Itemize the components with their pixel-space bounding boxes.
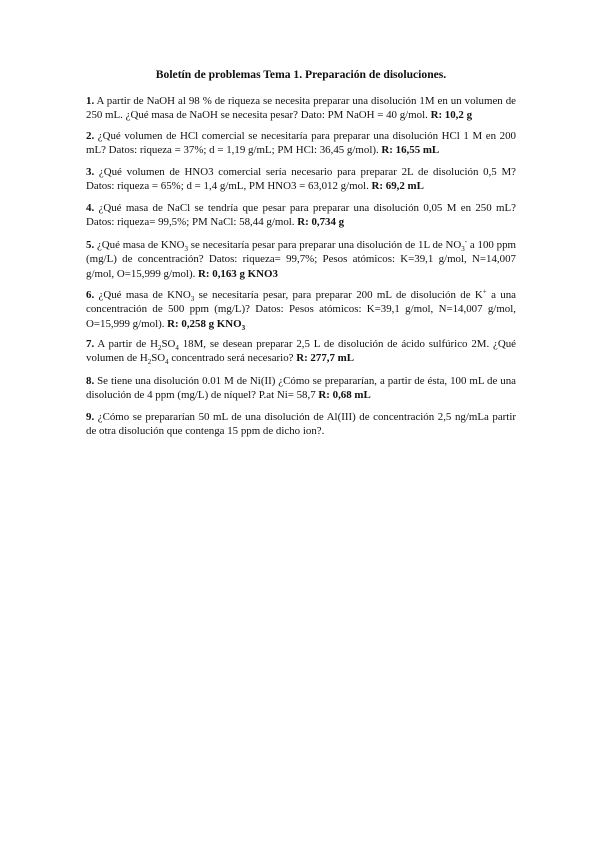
problem-number: 5. — [86, 239, 95, 251]
problem-text: ¿Qué masa de KNO — [94, 289, 191, 301]
problem-text: SO — [161, 338, 176, 350]
problem-text: Se tiene una disolución 0.01 M de Ni(II) ¿Cómo se prepararían, a partir de ésta, 100 mL de una disolución de 4 ppm (mg/L) de níquel? P.at Ni= 58,7 — [86, 375, 516, 402]
problem-6 — [86, 288, 516, 331]
problem-number: 4. — [86, 202, 95, 214]
subscript: 3 — [190, 295, 195, 304]
subscript: 3 — [184, 245, 189, 254]
problem-7 — [86, 337, 516, 366]
problem-text: ¿Qué masa de KNO — [94, 239, 185, 251]
problem-number: 7. — [86, 338, 95, 350]
problem-number: 2. — [86, 130, 95, 142]
problem-number: 3. — [86, 166, 95, 178]
problem-text: ¿Qué masa de NaCl se tendría que pesar para preparar una disolución 0,05 M en 250 mL? Datos: riqueza= 99,5%; PM NaCl: 58,44 g/mol. — [86, 202, 516, 229]
subscript: 3 — [461, 245, 465, 254]
problem-number: 1. — [86, 95, 95, 107]
superscript: + — [482, 287, 487, 296]
problem-text: SO — [151, 352, 166, 365]
problem-text: A partir de H — [94, 338, 158, 350]
problem-8 — [86, 374, 516, 403]
problem-answer: R: 10,2 g — [430, 109, 473, 122]
problem-answer: R: 16,55 mL — [381, 144, 440, 157]
subscript: 3 — [241, 323, 246, 332]
problem-text: ¿Cómo se prepararían 50 mL de una disolución de Al(III) de concentración 2,5 ng/mLa partir de otra disolución que contenga 15 ppm de dicho ion?. — [86, 411, 516, 438]
problem-text: concentrado será necesario? — [168, 352, 297, 365]
document-title: Boletín de problemas Tema 1. Preparación de disoluciones. — [155, 68, 447, 81]
problem-text: se necesitaría pesar para preparar una disolución de 1L de NO — [188, 239, 462, 251]
problem-number: 8. — [86, 375, 95, 387]
problem-answer: R: 69,2 mL — [371, 180, 424, 193]
problem-4 — [86, 201, 516, 230]
problem-text: a 100 ppm (mg/L) de concentración? Datos: riqueza= 99,7%; Pesos atómicos: K=39,1 g/mol, N=14,007 g/mol, O=15,999 g/mol). — [86, 239, 516, 280]
problem-answer-text: R: 0,258 g KNO — [167, 317, 242, 330]
problem-answer: R: 0,734 g — [297, 216, 345, 229]
subscript: 2 — [157, 344, 162, 353]
subscript: 4 — [165, 358, 169, 367]
problem-number: 6. — [86, 289, 95, 301]
problem-text: ¿Qué volumen de HCl comercial se necesitaría para preparar una disolución HCl 1 M en 200 mL? Datos: riqueza = 37%; d = 1,19 g/mL; PM HCl: 36,45 g/mol). — [86, 130, 516, 157]
problem-answer: R: 277,7 mL — [296, 352, 354, 365]
superscript: - — [464, 237, 468, 246]
problem-text: a una concentración de 500 ppm (mg/L)? Datos: Pesos atómicos: K=39,1 g/mol, N=14,007 g/mol, O=15,999 g/mol). — [86, 289, 516, 330]
subscript: 4 — [175, 344, 179, 353]
problem-answer: R: 0,163 g KNO3 — [198, 267, 278, 280]
problem-1 — [86, 94, 516, 123]
problem-text: 18M, se desean preparar 2,5 L de disolución de ácido sulfúrico 2M. ¿Qué volumen de H — [86, 338, 516, 365]
problem-text: A partir de NaOH al 98 % de riqueza se necesita preparar una disolución 1M en un volumen de 250 mL. ¿Qué masa de NaOH se necesita pesar? Dato: PM NaOH = 40 g/mol. — [86, 95, 516, 122]
problem-answer — [167, 318, 245, 330]
problem-text: ¿Qué volumen de HNO3 comercial sería necesario para preparar 2L de disolución 0,5 M? Datos: riqueza = 65%; d = 1,4 g/mL, PM HNO3 = 63,012 g/mol. — [86, 166, 516, 193]
subscript: 2 — [147, 358, 152, 367]
problem-number: 9. — [86, 411, 95, 423]
problem-2 — [86, 129, 516, 158]
problem-answer: R: 0,68 mL — [318, 389, 371, 402]
problem-5 — [86, 238, 516, 281]
problem-text: se necesitaría pesar, para preparar 200 mL de disolución de K — [194, 289, 483, 301]
problem-9 — [86, 410, 516, 439]
problem-3 — [86, 165, 516, 194]
